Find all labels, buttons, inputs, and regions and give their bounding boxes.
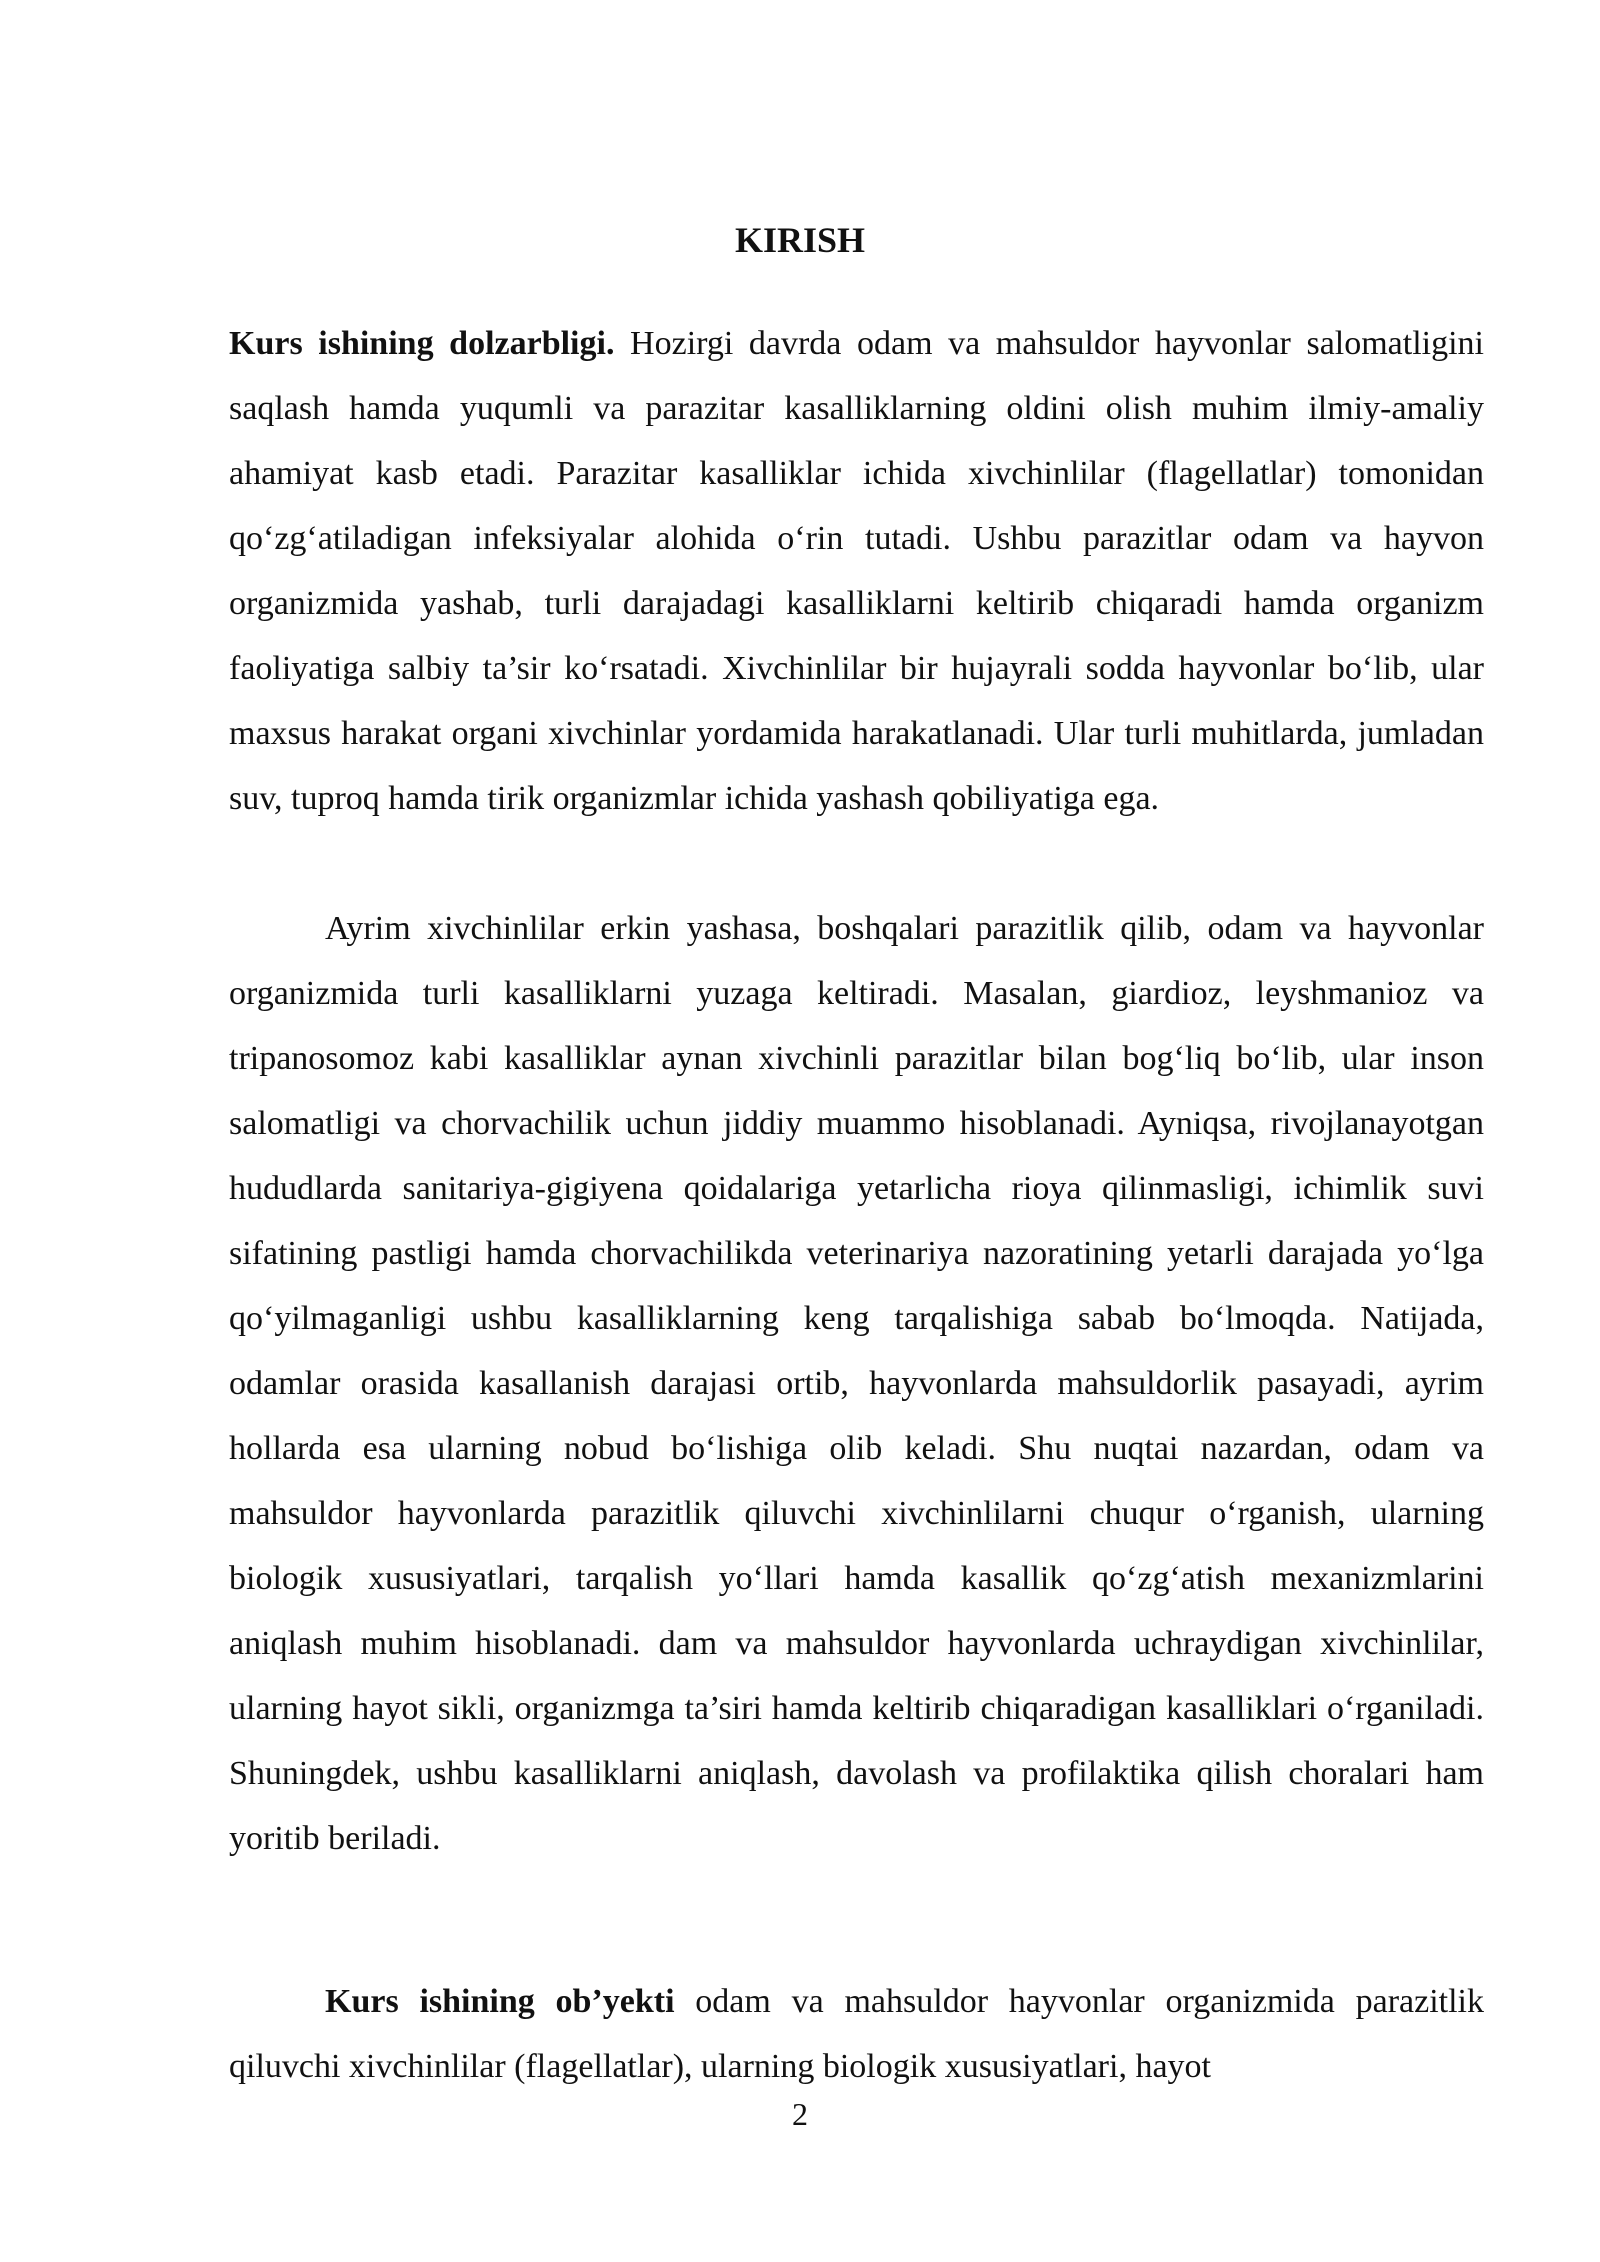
paragraph-lead-relevance: Kurs ishining dolzarbligi. bbox=[229, 325, 615, 362]
paragraph-text-relevance: Hozirgi davrda odam va mahsuldor hayvonlar salomatligini saqlash hamda yuqumli va parazitar kasalliklarning oldini olish muhim ilmiy-amaliy ahamiyat kasb etadi. Parazitar kasalliklar ichida xivchinlilar (flagellatlar) tomonidan qo‘zg‘atiladigan infeksiyalar alohida o‘rin tutadi. Ushbu parazitlar odam va hayvon organizmida yashab, turli darajadagi kasalliklarni keltirib chiqaradi hamda organizm faoliyatiga salbiy ta’sir ko‘rsatadi. Xivchinlilar bir hujayrali sodda hayvonlar bo‘lib, ular maxsus harakat organi xivchinlar yordamida harakatlanadi. Ular turli muhitlarda, jumladan suv, tuproq hamda tirik organizmlar ichida yashash qobiliyatiga ega. bbox=[229, 325, 1484, 817]
page-heading: KIRISH bbox=[734, 220, 866, 260]
paragraph-parasites bbox=[229, 896, 1484, 1871]
paragraph-object bbox=[229, 1969, 1484, 2099]
paragraph-relevance bbox=[229, 311, 1484, 831]
paragraph-lead-object: Kurs ishining ob’yekti bbox=[325, 1983, 675, 2020]
paragraph-text-object: odam va mahsuldor hayvonlar organizmida parazitlik qiluvchi xivchinlilar (flagellatlar), ularning biologik xususiyatlari, hayot bbox=[229, 1983, 1484, 2085]
page-number: 2 bbox=[792, 2096, 808, 2132]
paragraph-text-parasites: Ayrim xivchinlilar erkin yashasa, boshqalari parazitlik qilib, odam va hayvonlar organizmida turli kasalliklarni yuzaga keltiradi. Masalan, giardioz, leyshmanioz va tripanosomoz kabi kasalliklar aynan xivchinli parazitlar bilan bog‘liq bo‘lib, ular inson salomatligi va chorvachilik uchun jiddiy muammo hisoblanadi. Ayniqsa, rivojlanayotgan hududlarda sanitariya-gigiyena qoidalariga yetarlicha rioya qilinmasligi, ichimlik suvi sifatining pastligi hamda chorvachilikda veterinariya nazoratining yetarli darajada yo‘lga qo‘yilmaganligi ushbu kasalliklarning keng tarqalishiga sabab bo‘lmoqda. Natijada, odamlar orasida kasallanish darajasi ortib, hayvonlarda mahsuldorlik pasayadi, ayrim hollarda esa ularning nobud bo‘lishiga olib keladi. Shu nuqtai nazardan, odam va mahsuldor hayvonlarda parazitlik qiluvchi xivchinlilarni chuqur o‘rganish, ularning biologik xususiyatlari, tarqalish yo‘llari hamda kasallik qo‘zg‘atish mexanizmlarini aniqlash muhim hisoblanadi. dam va mahsuldor hayvonlarda uchraydigan xivchinlilar, ularning hayot sikli, organizmga ta’siri hamda keltirib chiqaradigan kasalliklari o‘rganiladi. Shuningdek, ushbu kasalliklarni aniqlash, davolash va profilaktika qilish choralari ham yoritib beriladi. bbox=[229, 910, 1484, 1857]
